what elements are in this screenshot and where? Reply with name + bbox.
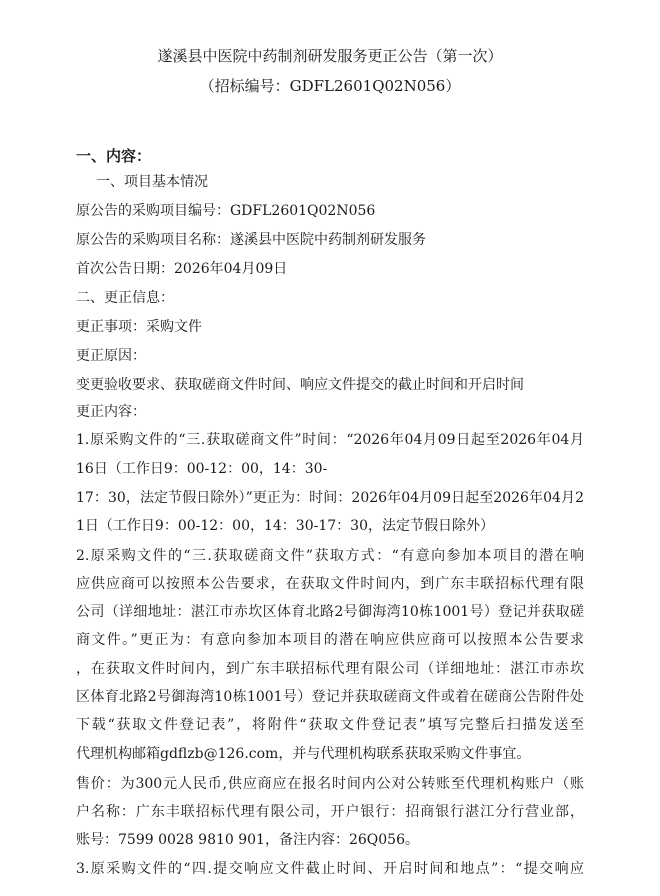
paragraph-line: 17：30，法定节假日除外）”更正为：时间：2026年04月09日起至2026年04月2 [76, 490, 584, 506]
paragraph-line: 代理机构邮箱gdflzb@126.com，并与代理机构联系获取采购文件事宜。 [76, 746, 531, 762]
paragraph-line: 区体育北路2号御海湾10栋1001号）登记并获取磋商文件或着在磋商公告附件处 [76, 689, 584, 705]
paragraph-line: 下载“获取文件登记表”，将附件“获取文件登记表”填写完整后扫描发送至 [76, 717, 584, 733]
paragraph-line: 户名称：广东丰联招标代理有限公司，开户银行：招商银行湛江分行营业部， [76, 804, 584, 820]
paragraph-line: 二、更正信息： [76, 290, 174, 306]
paragraph-line: 售价：为300元人民币,供应商应在报名时间内公对公转账至代理机构账户（账 [76, 776, 584, 792]
paragraph-line: 一、项目基本情况 [96, 174, 208, 190]
paragraph-line: 3.原采购文件的“四.提交响应文件截止时间、开启时间和地点”：“提交响应 [76, 861, 584, 877]
tender-number: （招标编号：GDFL2601Q02N056） [199, 77, 461, 95]
paragraph-line: 首次公告日期：2026年04月09日 [76, 261, 288, 277]
paragraph-line: 2.原采购文件的“三.获取磋商文件”获取方式：“有意向参加本项目的潜在响 [76, 548, 584, 564]
paragraph-line: 应供应商可以按照本公告要求，在获取文件时间内，到广东丰联招标代理有限 [76, 576, 584, 592]
paragraph-line: 公司（详细地址：湛江市赤坎区体育北路2号御海湾10栋1001号）登记并获取磋 [76, 604, 584, 620]
paragraph-line: 原公告的采购项目编号：GDFL2601Q02N056 [76, 203, 376, 219]
paragraph-line: 商文件。”更正为：有意向参加本项目的潜在响应供应商可以按照本公告要求 [76, 632, 584, 648]
paragraph-line: 变更验收要求、获取磋商文件时间、响应文件提交的截止时间和开启时间 [76, 377, 524, 393]
paragraph-line: 更正原因： [76, 348, 146, 364]
paragraph-line: 16日（工作日9：00-12：00，14：30- [76, 461, 328, 477]
paragraph-line: 更正事项：采购文件 [76, 319, 202, 335]
paragraph-line: 原公告的采购项目名称：遂溪县中医院中药制剂研发服务 [76, 232, 426, 248]
paragraph-line: 更正内容： [76, 404, 146, 420]
section-heading: 一、内容： [76, 147, 152, 165]
paragraph-line: 1.原采购文件的“三.获取磋商文件”时间：“2026年04月09日起至2026年04月 [76, 432, 584, 448]
paragraph-line: 账号：7599 0028 9810 901，备注内容：26Q056。 [76, 832, 419, 848]
document-title: 遂溪县中医院中药制剂研发服务更正公告（第一次） [157, 47, 503, 65]
paragraph-line: ，在获取文件时间内，到广东丰联招标代理有限公司（详细地址：湛江市赤坎 [76, 661, 584, 677]
paragraph-line: 1日（工作日9：00-12：00，14：30-17：30，法定节假日除外） [76, 518, 494, 534]
